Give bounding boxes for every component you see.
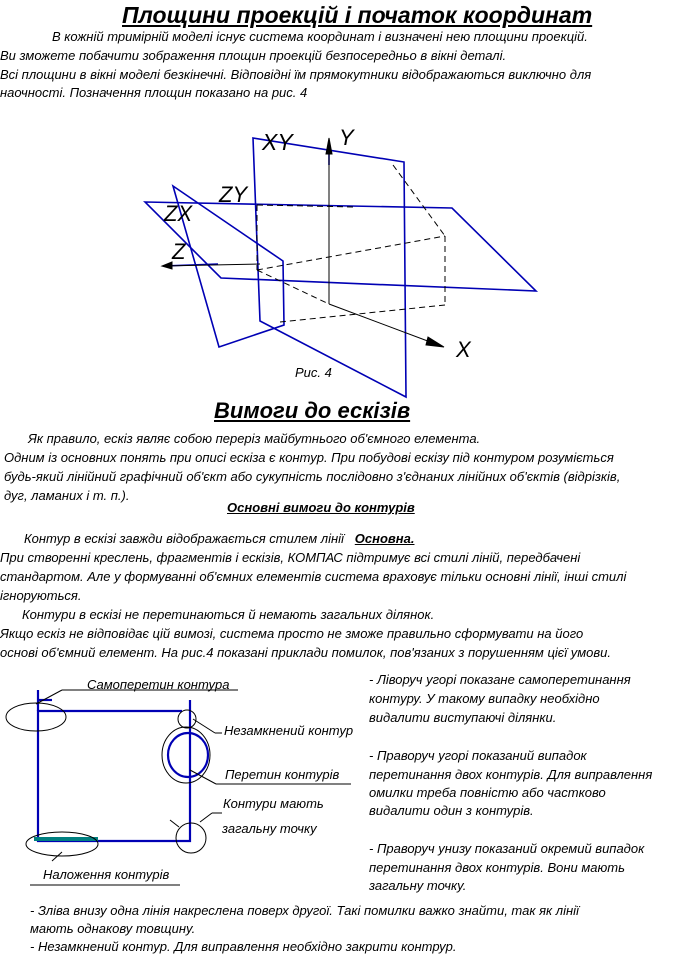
note-2-line-2: перетинання двох контурів. Для виправлення — [369, 767, 653, 782]
bottom-line-3: - Незамкнений контур. Для виправлення необхідно закрити контрур. — [30, 939, 457, 954]
contour-line-5: Контури в ескізі не перетинаються й немають загальних ділянок. — [22, 607, 435, 622]
contour-line-2: При створенні креслень, фрагментів і ескізів, КОМПАС підтримує всі стилі ліній, передбачені — [0, 550, 581, 565]
section-p3: будь-який лінійний графічний об'єкт або сукупність послідовно з'єднаних лінійних об'єктів (відрізків, — [4, 469, 621, 484]
contour-line-6: Якщо ескіз не відповідає цій вимозі, система просто не зможе правильно сформувати на його — [0, 626, 584, 641]
x-label: X — [456, 337, 471, 362]
label-common-point-1: Контури мають — [223, 796, 324, 811]
contour-line-3: стандартом. Але у формуванні об'ємних елементів система враховує тільки основні лінії, інші стилі — [0, 569, 627, 584]
contour-line-1-text: Контур в ескізі завжди відображається стилем лінії — [24, 531, 344, 546]
y-label: Y — [339, 125, 354, 150]
label-self-intersection: Самоперетин контура — [87, 677, 230, 692]
label-overlap: Наложення контурів — [43, 867, 170, 882]
intersecting-circle — [168, 733, 208, 777]
page-title: Площини проекцій і початок координат — [122, 2, 593, 28]
note-2-line-4: видалити один з контурів. — [369, 803, 534, 818]
xy-label: XY — [262, 129, 293, 155]
note-3-line-2: перетинання двох контурів. Вони мають — [369, 860, 625, 875]
zx-label: ZX — [164, 201, 193, 226]
contour-line-4: ігноруються. — [0, 588, 82, 603]
line-style-name: Основна. — [354, 531, 415, 546]
figure4-caption: Рис. 4 — [295, 365, 332, 380]
note-2-line-1: - Праворуч угорі показаний випадок — [369, 748, 587, 763]
section-p1: Як правило, ескіз являє собою переріз майбутнього об'ємного елемента. — [28, 431, 481, 446]
bottom-line-2: мають однакову товщину. — [30, 921, 196, 936]
bottom-line-1: - Зліва внизу одна лінія накреслена поверх другої. Такі помилки важко знайти, так як лінії — [30, 903, 579, 918]
intro-line-4: наочності. Позначення площин показано на рис. 4 — [0, 85, 308, 100]
note-3-line-1: - Праворуч унизу показаний окремий випадок — [369, 841, 645, 856]
zy-label: ZY — [219, 182, 248, 207]
z-label: Z — [172, 239, 186, 264]
intro-line-1: В кожній тримірній моделі існує система координат і визначені нею площини проекцій. — [52, 29, 588, 44]
section-p4: дуг, ламаних і т. п.). — [4, 488, 130, 503]
label-common-point-2: загальну точку — [222, 821, 317, 836]
section-p2: Одним із основних понять при описі ескіза є контур. При побудові ескізу під контуром розуміється — [4, 450, 614, 465]
intro-line-3: Всі площини в вікні моделі безкінечні. Відповідні їм прямокутники відображаються виключно для — [0, 67, 592, 82]
section-title: Вимоги до ескізів — [214, 398, 411, 423]
section-subtitle: Основні вимоги до контурів — [227, 500, 415, 515]
intro-line-2: Ви зможете побачити зображення площин проекцій безпосередньо в вікні деталі. — [0, 48, 507, 63]
label-intersection: Перетин контурів — [225, 767, 340, 782]
note-2-line-3: омилки треба повністю або частково — [369, 785, 606, 800]
note-1-line-2: контуру. У такому випадку необхідно — [369, 691, 600, 706]
note-1-line-3: видалити виступаючі ділянки. — [369, 710, 557, 725]
contour-line-7: основі об'ємний елемент. На рис.4 показані приклади помилок, пов'язаних з порушенням цієї умови. — [0, 645, 611, 660]
main-contour — [38, 700, 190, 841]
note-3-line-3: загальну точку. — [369, 878, 467, 893]
note-1-line-1: - Ліворуч угорі показане самоперетинання — [369, 672, 631, 687]
label-unclosed: Незамкнений контур — [224, 723, 354, 738]
